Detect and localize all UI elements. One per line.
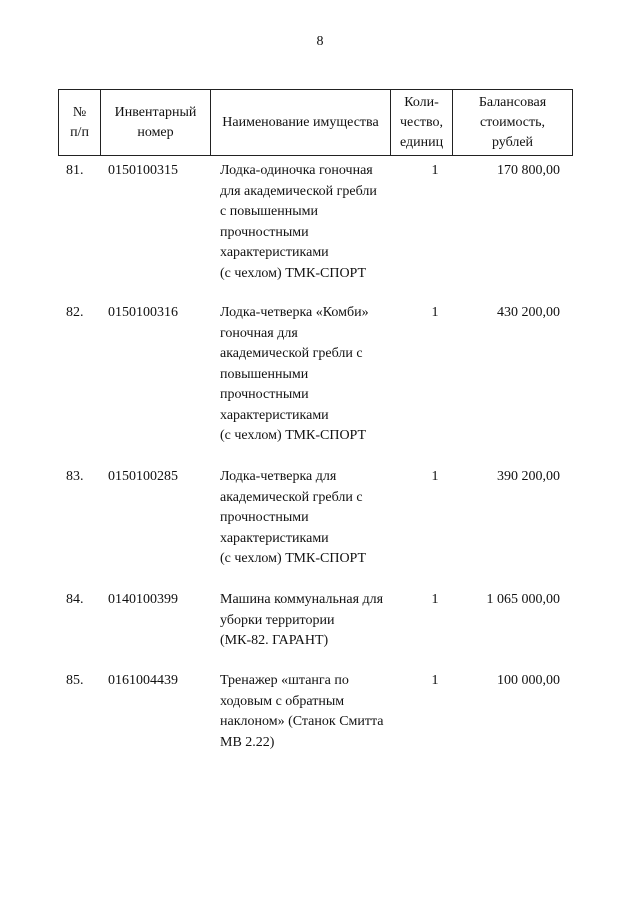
property-name <box>220 467 400 570</box>
property-name-line: уборки территории <box>220 612 335 628</box>
header-quantity <box>391 90 453 156</box>
quantity: 1 <box>431 673 439 688</box>
property-name-line: характеристиками <box>220 530 329 546</box>
header-cost-line: стоимость, <box>479 114 546 130</box>
table-header <box>58 89 573 156</box>
property-name-line: Тренажер «штанга по <box>220 673 349 688</box>
property-name-line: (с чехлом) ТМК-СПОРТ <box>220 551 367 566</box>
property-name <box>220 590 400 652</box>
row-number: 82. <box>66 305 84 320</box>
property-name-line: гоночная для <box>220 325 298 341</box>
quantity: 1 <box>431 469 439 484</box>
property-name-line: академической гребли с <box>220 489 363 505</box>
row-number: 84. <box>66 592 84 607</box>
property-name-line: прочностными <box>220 510 309 525</box>
header-num-line: № <box>72 104 87 120</box>
header-qty-line: Коли- <box>404 94 439 110</box>
header-name-line: Наименование имущества <box>222 114 379 130</box>
property-name-line: повышенными <box>220 366 309 382</box>
header-num-line: п/п <box>70 124 89 140</box>
property-name <box>220 671 400 753</box>
header-num <box>59 90 101 156</box>
inventory-number: 0150100316 <box>108 305 178 320</box>
property-name-line: (МК-82. ГАРАНТ) <box>220 633 329 648</box>
header-inventory-number <box>101 90 211 156</box>
row-number: 85. <box>66 673 84 688</box>
property-name-line: Лодка-одиночка гоночная <box>220 163 373 178</box>
property-name-line: Лодка-четверка «Комби» <box>220 305 369 320</box>
row-number: 83. <box>66 469 84 484</box>
inventory-number: 0150100285 <box>108 469 178 484</box>
property-name-line: прочностными <box>220 387 309 402</box>
property-name-line: с повышенными <box>220 204 318 219</box>
row-number: 81. <box>66 163 84 178</box>
page-number: 8 <box>316 34 324 49</box>
header-cost-line: рублей <box>491 134 534 150</box>
property-name-line: академической гребли с <box>220 346 363 361</box>
property-name <box>220 161 400 284</box>
property-name-line: прочностными <box>220 224 309 240</box>
property-name-line: МВ 2.22) <box>220 734 275 750</box>
quantity: 1 <box>431 305 439 320</box>
inventory-number: 0140100399 <box>108 592 178 607</box>
balance-cost: 390 200,00 <box>497 469 560 484</box>
header-balance-cost <box>453 90 573 156</box>
balance-cost: 1 065 000,00 <box>486 592 560 607</box>
property-name-line: Лодка-четверка для <box>220 469 337 484</box>
header-cost-line: Балансовая <box>478 94 547 110</box>
property-name <box>220 303 400 447</box>
balance-cost: 430 200,00 <box>497 305 560 320</box>
property-name-line: наклоном» (Станок Смитта <box>220 714 384 729</box>
property-name-line: характеристиками <box>220 407 329 423</box>
property-name-line: для академической гребли <box>220 183 377 199</box>
property-name-line: (с чехлом) ТМК-СПОРТ <box>220 265 367 281</box>
header-property-name <box>211 90 391 156</box>
inventory-number: 0150100315 <box>108 163 178 178</box>
header-inv-line: Инвентарный <box>114 104 197 120</box>
balance-cost: 170 800,00 <box>497 163 560 178</box>
property-name-line: Машина коммунальная для <box>220 592 384 607</box>
header-qty-line: чество, <box>400 114 443 130</box>
property-name-line: (с чехлом) ТМК-СПОРТ <box>220 428 367 443</box>
header-inv-line: номер <box>137 124 174 140</box>
balance-cost: 100 000,00 <box>497 673 560 688</box>
quantity: 1 <box>431 592 439 607</box>
property-name-line: характеристиками <box>220 245 329 260</box>
inventory-number: 0161004439 <box>108 673 178 688</box>
property-name-line: ходовым с обратным <box>220 693 345 709</box>
quantity: 1 <box>431 163 439 178</box>
header-qty-line: единиц <box>399 134 444 150</box>
